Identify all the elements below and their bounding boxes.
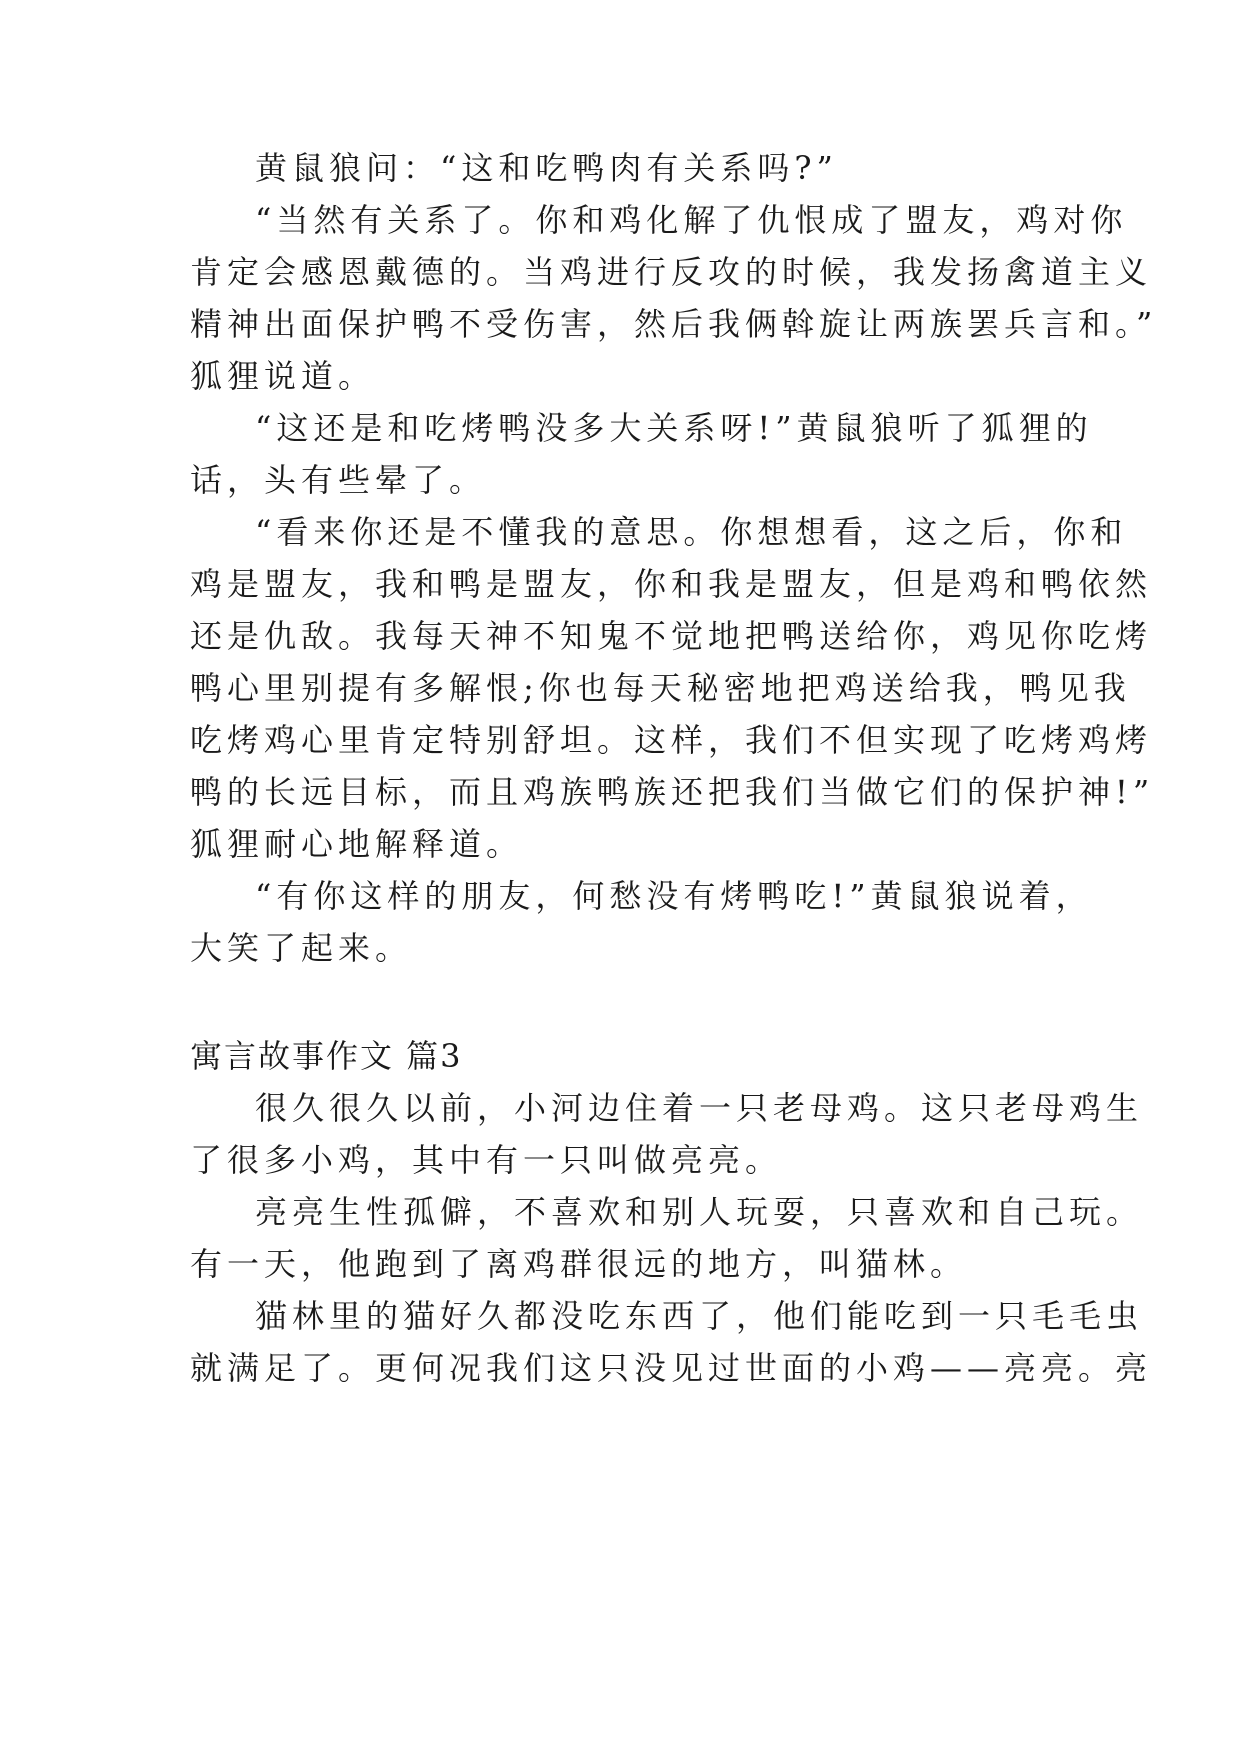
text-line: 有一天，他跑到了离鸡群很远的地方，叫猫林。 [190,1245,968,1283]
text-line: 大笑了起来。 [190,929,413,967]
text-line: 鸭的长远目标，而且鸡族鸭族还把我们当做它们的保护神!” [190,773,1155,811]
text-line: 亮亮生性孤僻，不喜欢和别人玩耍，只喜欢和自己玩。 [255,1193,1144,1231]
text-line: 还是仇敌。我每天神不知鬼不觉地把鸭送给你，鸡见你吃烤 [190,617,1153,655]
text-line: 话，头有些晕了。 [190,461,487,499]
text-line: “当然有关系了。你和鸡化解了仇恨成了盟友，鸡对你 [255,201,1128,239]
text-line: 狐狸说道。 [190,357,376,395]
text-line: 鸡是盟友，我和鸭是盟友，你和我是盟友，但是鸡和鸭依然 [190,565,1153,603]
text-line: 狐狸耐心地解释道。 [190,825,524,863]
text-line: 精神出面保护鸭不受伤害，然后我俩斡旋让两族罢兵言和。” [190,305,1158,343]
text-line: 黄鼠狼问：“这和吃鸭肉有关系吗?” [255,149,838,187]
text-line: 鸭心里别提有多解恨;你也每天秘密地把鸡送给我，鸭见我 [190,669,1131,707]
text-line: “这还是和吃烤鸭没多大关系呀!”黄鼠狼听了狐狸的 [255,409,1093,447]
text-line: 吃烤鸡心里肯定特别舒坦。这样，我们不但实现了吃烤鸡烤 [190,721,1153,759]
text-line: 猫林里的猫好久都没吃东西了，他们能吃到一只毛毛虫 [255,1297,1144,1335]
text-line: 就满足了。更何况我们这只没见过世面的小鸡——亮亮。亮 [190,1349,1153,1387]
text-line: 很久很久以前，小河边住着一只老母鸡。这只老母鸡生 [255,1089,1144,1127]
section-heading: 寓言故事作文 篇3 [190,1037,463,1075]
text-line: “有你这样的朋友，何愁没有烤鸭吃!”黄鼠狼说着， [255,877,1093,915]
text-line: 肯定会感恩戴德的。当鸡进行反攻的时候，我发扬禽道主义 [190,253,1153,291]
text-line: “看来你还是不懂我的意思。你想想看，这之后，你和 [255,513,1128,551]
text-line: 了很多小鸡，其中有一只叫做亮亮。 [190,1141,783,1179]
